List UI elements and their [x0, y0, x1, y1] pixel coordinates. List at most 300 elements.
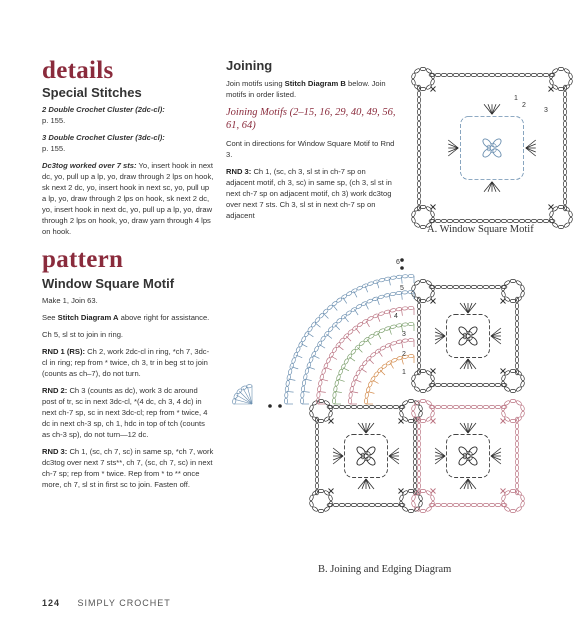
dc3-cluster-entry: 3 Double Crochet Cluster (3dc-cl): p. 155.: [42, 133, 165, 153]
edging-stitch: [369, 359, 374, 364]
middle-column: [226, 58, 396, 227]
diagram-a-round-2-label: 2: [522, 102, 526, 109]
chain-stitch: [471, 73, 477, 76]
chain-stitch: [447, 503, 453, 506]
dc-stitch: [358, 479, 366, 489]
chain-stitch: [430, 495, 435, 502]
chain-stitch: [315, 459, 318, 465]
edging-row-3-label: 3: [402, 331, 406, 338]
edging-stitch: [367, 339, 371, 345]
chain-stitch: [563, 145, 566, 151]
chain-stitch: [531, 219, 537, 222]
dc-stitch: [362, 479, 366, 489]
chain-stitch: [420, 225, 426, 228]
chain-stitch: [315, 477, 318, 483]
edging-row-5-label: 5: [400, 285, 404, 292]
dc-stitch: [366, 423, 370, 433]
chain-stitch: [420, 205, 426, 208]
dc-stitch: [435, 336, 445, 340]
chain-stitch: [318, 509, 324, 512]
dc-stitch: [366, 423, 374, 433]
edging-stitch: [372, 380, 378, 384]
chain-stitch: [465, 405, 471, 408]
chain-stitch: [417, 199, 420, 205]
chain-stitch: [417, 321, 420, 327]
edging-stitch: [331, 356, 337, 360]
chain-stitch: [435, 73, 441, 76]
chain-stitch: [519, 219, 525, 222]
chain-stitch: [435, 383, 441, 386]
chain-stitch: [411, 381, 416, 388]
chain-stitch: [453, 73, 459, 76]
chain-stitch: [549, 79, 554, 86]
chain-stitch: [399, 411, 404, 418]
chain-stitch: [417, 315, 420, 321]
dc-stitch: [435, 448, 445, 456]
dc-stitch: [464, 479, 468, 489]
chain-stitch: [563, 151, 566, 157]
chain-stitch: [510, 369, 516, 372]
diagram-a-round-3-label: 3: [544, 107, 548, 114]
dc-stitch: [333, 456, 343, 460]
dc-stitch: [491, 332, 501, 336]
chain-stitch: [510, 509, 516, 512]
edging-row-4-label: 4: [394, 313, 398, 320]
chain-stitch: [315, 447, 318, 453]
joining-heading: Joining: [226, 58, 273, 73]
chain-stitch: [426, 386, 433, 392]
chain-stitch: [317, 392, 321, 398]
chain-stitch: [417, 139, 420, 145]
chain-stitch: [413, 453, 416, 459]
chain-stitch: [487, 145, 490, 151]
dc-stitch: [448, 140, 458, 148]
chain-stitch: [375, 405, 381, 408]
chain-stitch: [357, 503, 363, 506]
chain-stitch: [515, 309, 518, 315]
chain-stitch: [515, 303, 518, 309]
chain-stitch: [549, 211, 554, 218]
chain-stitch: [515, 339, 518, 345]
dc-stitch: [366, 479, 374, 489]
chain-stitch: [402, 400, 409, 406]
chain-stitch: [568, 211, 573, 218]
chain-stitch: [375, 503, 381, 506]
chain-stitch: [287, 374, 291, 380]
chain-stitch: [510, 279, 516, 282]
edging-stitch: [349, 357, 355, 361]
chain-stitch: [510, 299, 516, 302]
chain-stitch: [349, 392, 353, 398]
chain-stitch: [515, 351, 518, 357]
chain-stitch: [333, 405, 339, 408]
chain-stitch: [364, 398, 368, 404]
chain-stitch: [447, 219, 453, 222]
chain-stitch: [381, 503, 387, 506]
chain-stitch: [413, 429, 416, 435]
chain-stitch: [430, 291, 435, 298]
chain-stitch: [289, 363, 294, 369]
chain-stitch: [519, 73, 525, 76]
edging-stitch: [357, 347, 362, 352]
chain-stitch: [417, 333, 420, 339]
chain-stitch: [420, 509, 426, 512]
chain-stitch: [411, 501, 416, 508]
chain-stitch: [510, 419, 516, 422]
chain-stitch: [286, 380, 290, 386]
chain-stitch: [495, 383, 501, 386]
edging-stitch: [303, 391, 310, 392]
dc-stitch: [491, 452, 501, 456]
dc-stitch: [468, 359, 476, 369]
chain-stitch: [563, 103, 566, 109]
chain-stitch: [379, 328, 386, 333]
dc-stitch: [362, 423, 366, 433]
dc-stitch: [492, 104, 496, 114]
dc-stitch: [468, 303, 472, 313]
edging-stitch: [354, 309, 358, 315]
chain-stitch: [417, 351, 420, 357]
chain-stitch: [348, 398, 351, 404]
chain-stitch: [414, 280, 421, 286]
dc-stitch: [464, 423, 468, 433]
chain-stitch: [334, 380, 339, 386]
chain-stitch: [417, 97, 420, 103]
chain-stitch: [308, 356, 313, 363]
chain-stitch: [317, 386, 321, 392]
chain-stitch: [501, 375, 506, 382]
chain-stitch: [408, 274, 414, 277]
chain-stitch: [483, 285, 489, 288]
chain-stitch: [414, 68, 421, 74]
chain-stitch: [563, 133, 566, 139]
chain-stitch: [315, 471, 318, 477]
dc-stitch: [468, 303, 476, 313]
chain-stitch: [520, 285, 525, 292]
chain-stitch: [520, 411, 525, 418]
dc-stitch: [435, 456, 445, 464]
chain-stitch: [447, 285, 453, 288]
dc-stitch: [448, 144, 458, 148]
chain-stitch: [321, 368, 326, 375]
chain-stitch: [430, 211, 435, 218]
dc-stitch: [488, 182, 492, 192]
chain-stitch: [459, 383, 465, 386]
chain-stitch: [516, 386, 523, 392]
chain-stitch: [393, 405, 399, 408]
chain-stitch: [495, 73, 501, 76]
dc-stitch: [468, 423, 476, 433]
chain-stitch: [315, 453, 318, 459]
dc-stitch: [389, 456, 399, 464]
chain-stitch: [563, 121, 566, 127]
chain-stitch: [284, 398, 287, 404]
chain-stitch: [396, 307, 402, 311]
chain-stitch: [408, 419, 414, 422]
chain-stitch: [459, 405, 465, 408]
chain-stitch: [339, 503, 345, 506]
dc-stitch: [366, 479, 370, 489]
chain-stitch: [520, 501, 525, 508]
joining-instruction: Join motifs using Stitch Diagram B below. Join motifs in order listed.: [226, 79, 386, 99]
chain-stitch: [483, 73, 489, 76]
chain-stitch: [345, 503, 351, 506]
chain-stitch: [430, 79, 435, 86]
chain-stitch: [501, 495, 506, 502]
chain-stitch: [563, 199, 566, 205]
chain-stitch: [563, 157, 566, 163]
chain-stitch: [489, 219, 495, 222]
chain-stitch: [367, 281, 374, 286]
chain-stitch: [520, 495, 525, 502]
inner-window: [461, 117, 524, 180]
stitch-diagram-a: [408, 62, 576, 234]
chain-stitch: [378, 295, 384, 300]
edging-stitch: [319, 344, 325, 348]
chain-stitch: [417, 187, 420, 193]
chain-stitch: [516, 506, 523, 512]
chain-stitch: [408, 354, 414, 358]
chain-stitch: [543, 219, 549, 222]
dc-stitch: [333, 448, 343, 456]
dc-stitch: [491, 328, 501, 336]
chain-stitch: [465, 73, 471, 76]
dc-stitch: [435, 456, 445, 460]
chain-stitch: [418, 411, 423, 418]
chain-stitch: [417, 163, 420, 169]
chain-stitch: [413, 477, 416, 483]
chain-stitch: [477, 503, 483, 506]
chain-stitch: [563, 181, 566, 187]
chain-stitch: [489, 73, 495, 76]
dc-stitch: [460, 359, 468, 369]
start-dot: [400, 258, 404, 262]
chain-stitch: [459, 503, 465, 506]
chain-stitch: [402, 323, 408, 327]
chain-stitch: [447, 383, 453, 386]
dc-stitch: [358, 423, 366, 433]
chain-stitch: [563, 115, 566, 121]
chain-stitch: [420, 279, 426, 282]
dc-stitch: [491, 456, 501, 464]
edging-stitch: [338, 346, 344, 350]
edging-stitch: [356, 328, 360, 334]
chain-stitch: [465, 503, 471, 506]
chain-stitch: [520, 405, 525, 412]
chain-stitch: [463, 453, 466, 459]
chain-stitch: [495, 503, 501, 506]
chain-stitch: [483, 383, 489, 386]
chain-stitch: [501, 73, 507, 76]
chain-stitch: [363, 503, 369, 506]
make-instruction: Make 1, Join 63.: [42, 296, 98, 305]
edging-row-1-label: 1: [402, 369, 406, 376]
chain-stitch: [411, 291, 416, 298]
chain-stitch: [568, 217, 573, 224]
rnd1-instruction: RND 1 (RS): Ch 2, work 2dc-cl in ring, *ch 7, 3dc-cl in ring; rep from * twice, ch 3, tr in beg st to join (counts as ch–7), do not turn.: [42, 347, 210, 378]
dc-stitch: [435, 332, 445, 336]
chain-stitch: [515, 423, 518, 429]
chain-stitch: [563, 175, 566, 181]
chain-stitch: [515, 333, 518, 339]
chain-stitch: [351, 405, 357, 408]
chain-stitch: [466, 330, 473, 336]
edging-stitch: [378, 351, 382, 357]
chain-stitch: [417, 477, 420, 483]
chain-stitch: [507, 73, 513, 76]
book-title: SIMPLY CROCHET: [77, 598, 171, 608]
dc-stitch: [526, 140, 536, 148]
chain-stitch: [430, 375, 435, 382]
chain-stitch: [515, 471, 518, 477]
chain-stitch: [384, 277, 390, 281]
chain-stitch: [558, 67, 564, 70]
chain-stitch: [417, 127, 420, 133]
details-heading: details: [42, 57, 114, 84]
chain-stitch: [453, 383, 459, 386]
chain-stitch: [435, 219, 441, 222]
chain-stitch: [510, 399, 516, 402]
chain-stitch: [408, 489, 414, 492]
chain-stitch: [417, 459, 420, 465]
dc-stitch: [460, 479, 468, 489]
caption-a: A. Window Square Motif: [427, 224, 534, 235]
chain-stitch: [309, 501, 314, 508]
chain-stitch: [463, 333, 466, 339]
chain-stitch: [471, 383, 477, 386]
chain-stitch: [418, 405, 423, 412]
chain-stitch: [441, 285, 447, 288]
chain-stitch: [430, 411, 435, 418]
stitch-diagram-b: [226, 252, 578, 562]
edging-row-6-label: 6: [396, 259, 400, 266]
dc-stitch: [333, 456, 343, 464]
chain-stitch: [477, 405, 483, 408]
chain-stitch: [402, 339, 408, 343]
chain-stitch: [417, 465, 420, 471]
chain-stitch: [420, 389, 426, 392]
chain-stitch: [477, 73, 483, 76]
chain-stitch: [525, 219, 531, 222]
chain-stitch: [510, 489, 516, 492]
chain-stitch: [558, 205, 564, 208]
dc-stitch: [492, 182, 500, 192]
chain-stitch: [563, 139, 566, 145]
inner-window: [345, 435, 388, 478]
dc-stitch: [526, 144, 536, 148]
special-stitches-heading: Special Stitches: [42, 85, 142, 100]
chain-stitch: [315, 429, 318, 435]
start-dot: [278, 404, 282, 408]
chain-stitch: [537, 219, 543, 222]
chain-stitch: [417, 357, 420, 363]
chain-stitch: [447, 405, 453, 408]
chain-stitch: [495, 219, 501, 222]
chain-stitch: [471, 219, 477, 222]
chain-stitch: [441, 73, 447, 76]
chain-stitch: [302, 380, 306, 386]
chain-stitch: [525, 73, 531, 76]
chain-stitch: [246, 384, 252, 388]
chain-stitch: [413, 465, 416, 471]
chain-stitch: [489, 503, 495, 506]
chain-stitch: [417, 91, 420, 97]
chain-stitch: [435, 503, 441, 506]
chain-stitch: [411, 405, 416, 412]
edging-stitch: [319, 391, 326, 392]
chain-stitch: [315, 435, 318, 441]
start-dot: [400, 266, 404, 270]
chain-stitch: [417, 145, 420, 151]
chain-stitch: [441, 503, 447, 506]
dc-stitch: [484, 182, 492, 192]
chain-stitch: [417, 429, 420, 435]
chain-stitch: [318, 380, 322, 386]
chain-stitch: [563, 193, 566, 199]
chain-stitch: [411, 211, 416, 218]
caption-b: B. Joining and Edging Diagram: [318, 564, 452, 575]
dc-stitch: [491, 336, 501, 340]
motif-heading: Window Square Motif: [42, 276, 175, 291]
dc-stitch: [488, 104, 492, 114]
chain-stitch: [351, 380, 356, 387]
chain-stitch: [301, 386, 305, 392]
chain-stitch: [365, 392, 369, 398]
chain-stitch: [362, 283, 369, 288]
edging-row-2-label: 2: [402, 351, 406, 358]
chain-stitch: [291, 357, 296, 364]
dc-stitch: [468, 423, 472, 433]
dc3tog-entry: Dc3tog worked over 7 sts: Yo, insert hook in next dc, yo, pull up a lp, yo, draw through 2 lps on hook, sk next 2 dc, yo, insert hook in next sc, yo, pull up a lp, yo, draw through 2 lps on hook, sk next 2 dc, yo, insert hook in next dc, yo, pull up a lp, yo, draw through 2 lps on hook, yo, draw yarn through 4 lps on hook.: [42, 161, 214, 236]
page-number: 124: [42, 598, 61, 608]
chain-stitch: [483, 219, 489, 222]
chain-stitch: [558, 87, 564, 90]
chain-stitch: [417, 169, 420, 175]
chain-stitch: [408, 306, 414, 309]
chain-stitch: [471, 503, 477, 506]
chain-stitch: [563, 187, 566, 193]
edging-stitch: [335, 325, 340, 330]
chain-stitch: [459, 285, 465, 288]
dc-stitch: [491, 336, 501, 344]
chain-stitch: [515, 429, 518, 435]
chain-stitch: [315, 441, 318, 447]
chain-stitch: [453, 503, 459, 506]
chain-stitch: [315, 423, 318, 429]
chain-stitch: [417, 435, 420, 441]
chain-stitch: [413, 435, 416, 441]
chain-stitch: [390, 341, 397, 346]
chain-stitch: [489, 285, 495, 288]
chain-stitch: [357, 405, 363, 408]
chain-stitch: [453, 219, 459, 222]
dc-stitch: [460, 423, 468, 433]
chain-stitch: [417, 441, 420, 447]
chain-stitch: [477, 383, 483, 386]
chain-stitch: [309, 495, 314, 502]
chain-stitch: [466, 336, 473, 342]
chain-stitch: [364, 456, 371, 462]
dc-stitch: [492, 104, 500, 114]
chain-stitch: [520, 381, 525, 388]
chain-stitch: [466, 450, 473, 456]
chain-stitch: [504, 280, 511, 286]
chain-stitch: [332, 398, 335, 404]
dc-stitch: [460, 303, 468, 313]
chain-stitch: [563, 91, 566, 97]
chain-stitch: [417, 181, 420, 187]
dc-stitch: [435, 336, 445, 344]
